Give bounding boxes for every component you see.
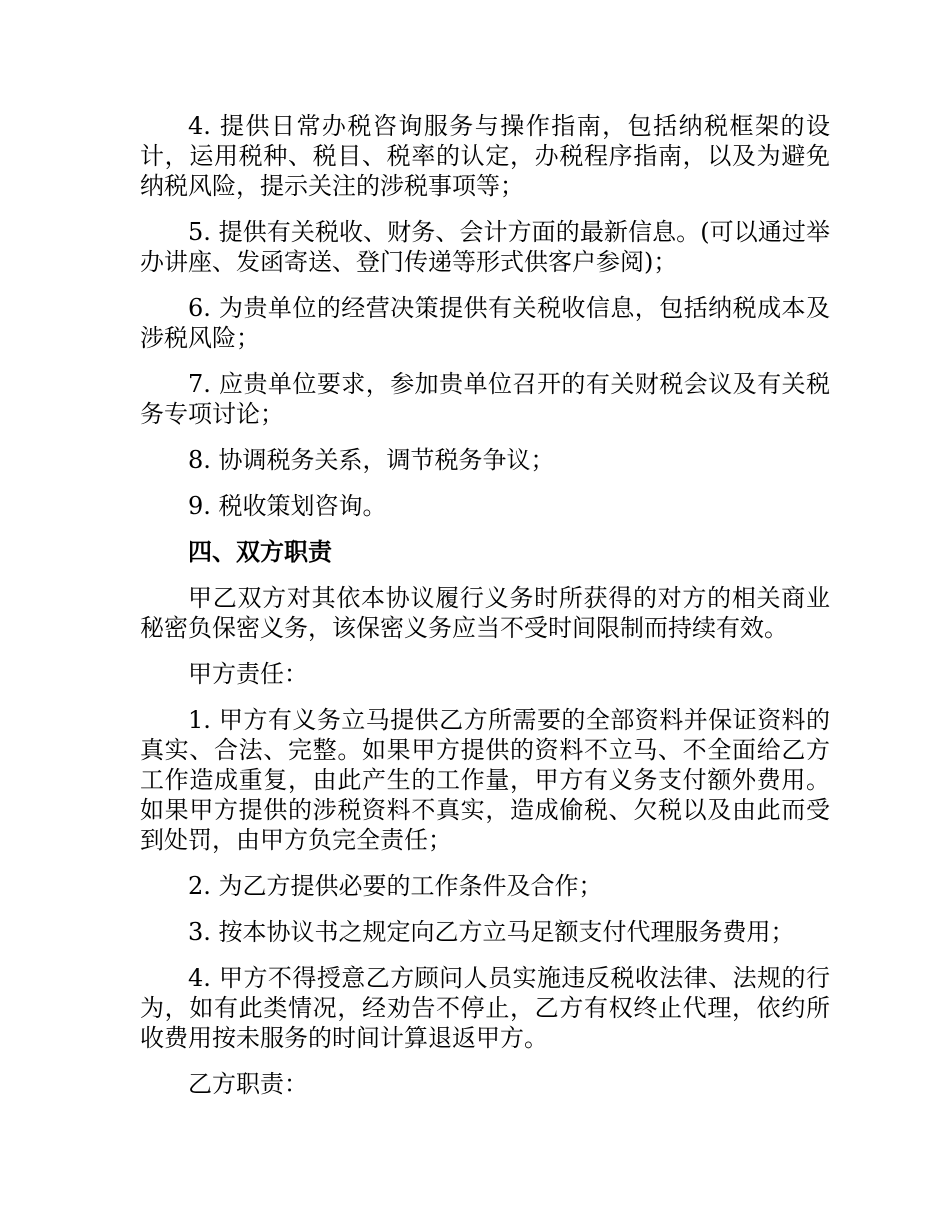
party-b-heading: 乙方职责： bbox=[188, 1070, 308, 1098]
service-item-8: 8. 协调税务关系，调节税务争议； bbox=[188, 446, 555, 474]
service-item-7: 7. 应贵单位要求，参加贵单位召开的有关财税会议及有关税务专项讨论； bbox=[140, 370, 830, 428]
party-a-duty-1: 1. 甲方有义务立马提供乙方所需要的全部资料并保证资料的真实、合法、完整。如果甲方提供的资料不立马、不全面给乙方工作造成重复，由此产生的工作量，甲方有义务支付额外费用。如果甲方提供的涉税资料不真实，造成偷税、欠税以及由此而受到处罚，由甲方负完全责任； bbox=[140, 706, 830, 854]
document-body bbox=[140, 111, 830, 1115]
section-heading-responsibilities: 四、双方职责 bbox=[188, 537, 332, 566]
service-item-6: 6. 为贵单位的经营决策提供有关税收信息，包括纳税成本及涉税风险； bbox=[140, 294, 830, 352]
service-item-4: 4. 提供日常办税咨询服务与操作指南，包括纳税框架的设计，运用税种、税目、税率的认定，办税程序指南，以及为避免纳税风险，提示关注的涉税事项等； bbox=[140, 112, 830, 200]
party-a-heading: 甲方责任： bbox=[188, 660, 308, 688]
party-a-duty-2: 2. 为乙方提供必要的工作条件及合作； bbox=[188, 872, 603, 900]
confidentiality-paragraph: 甲乙双方对其依本协议履行义务时所获得的对方的相关商业秘密负保密义务，该保密义务应当不受时间限制而持续有效。 bbox=[140, 584, 830, 642]
service-item-5: 5. 提供有关税收、财务、会计方面的最新信息。(可以通过举办讲座、发函寄送、登门传递等形式供客户参阅)； bbox=[140, 218, 830, 276]
party-a-duty-4: 4. 甲方不得授意乙方顾问人员实施违反税收法律、法规的行为，如有此类情况，经劝告不停止，乙方有权终止代理，依约所收费用按未服务的时间计算退返甲方。 bbox=[140, 964, 830, 1052]
service-item-9: 9. 税收策划咨询。 bbox=[188, 492, 387, 520]
party-a-duty-3: 3. 按本协议书之规定向乙方立马足额支付代理服务费用； bbox=[188, 918, 795, 946]
